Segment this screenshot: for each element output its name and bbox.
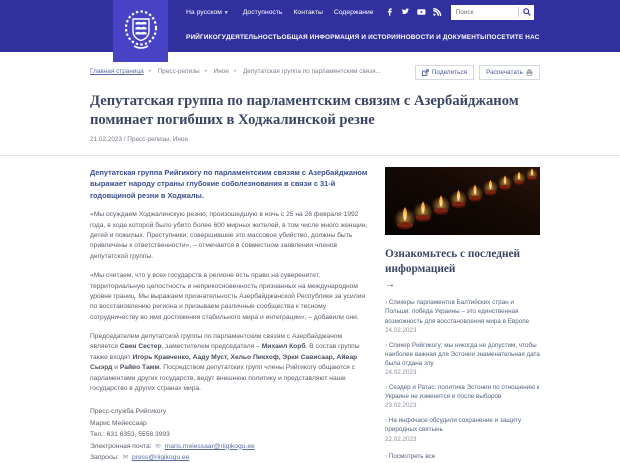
riigikogu-logo[interactable] <box>113 0 168 62</box>
news-item <box>385 341 540 376</box>
news-date: 24.02.2023 <box>385 326 417 334</box>
top-link[interactable]: Содержание <box>333 8 374 16</box>
main-navigation <box>186 24 540 50</box>
nav-item[interactable]: ПОСЕТИТЕ НАС <box>486 33 540 41</box>
news-date: 23.02.2023 <box>385 402 417 410</box>
requests-label: Запросы: <box>90 453 119 461</box>
search-input[interactable] <box>456 9 518 16</box>
sidebar <box>385 167 540 463</box>
youtube-icon[interactable] <box>417 8 426 16</box>
news-link[interactable]: › Спикер Рийгикогу: мы никогда не допустим, чтобы наиболее важная для Эстонии знаменательная дата была отдана злу <box>385 341 540 368</box>
page-title: Депутатская группа по парламентским связям с Азербайджаном поминает погибших в Ходжалинской резне <box>90 93 519 128</box>
news-link[interactable]: › Спикеры парламентов Балтийских стран и Польши: победа Украины – это единственная возможность для восстановления мира в Европе <box>385 298 540 325</box>
divider <box>0 155 620 156</box>
envelope-icon: ✉ <box>155 442 161 450</box>
article-meta: 21.02.2023 / Пресс-релизы, Иное <box>90 135 189 143</box>
nav-item[interactable]: НОВОСТИ И ДОКУМЕНТЫ <box>400 33 487 41</box>
breadcrumb-item[interactable]: Главная страница <box>90 68 144 75</box>
news-item <box>385 298 540 333</box>
contact-line: Пресс-служба Рийгикогу <box>90 408 167 416</box>
facebook-icon[interactable] <box>386 8 394 16</box>
article-paragraph: Председателем депутатской группы по парламентским связям с Азербайджаном является Свен Сестер, заместителем председателя – Михаил Корб. В состав группы также входят Игорь Кравченко, Ааду Муст, Хельо Пикхоф, Эрки Сависаар, Айвар Сыэрд и Райво Тамм. Посредством депутатских групп члены Рийгикогу общаются с парламентами других государств, ведут внешнюю политику и представляют наше государство в других странах мира. <box>90 333 360 392</box>
article-paragraph: «Мы считаем, что у всех государств в регионе есть право на суверенитет, территориальную целостность и неприкосновенность признанных на международном уровне границ. Мы выражаем признательность Азербайджанской Республике за усилия по восстановлению региона и призываем различные сообщества к тесному сотрудничеству во имя достижения стабильного мира и интеграции», – добавили они. <box>90 272 365 321</box>
article-body <box>90 167 368 463</box>
contact-line: Марис Мейессаар <box>90 419 147 427</box>
candles-image <box>385 167 540 235</box>
news-link[interactable]: › На инфочасе обсудили сохранение и защиту природных святынь <box>385 416 540 434</box>
view-all-link[interactable]: › Посмотреть все <box>385 453 540 460</box>
news-item <box>385 383 540 409</box>
article-paragraph: «Мы осуждаем Ходжалинскую резню, произошедшую в ночь с 25 на 26 февраля 1992 года, в ходе которой было убито более 600 мирных жителей, в том числе много женщин, детей и пожилых. Преступники, совершившие это массовое убийство, должны быть привлечены к ответственности», – отмечается в совместном заявлении членов депутатской группы. <box>90 211 368 260</box>
envelope-icon: ✉ <box>122 453 129 461</box>
press-contact <box>90 406 368 463</box>
arrow-right-icon[interactable]: → <box>385 279 395 291</box>
top-link[interactable]: Доступность <box>242 8 283 16</box>
header-top-row <box>186 0 508 24</box>
search-icon <box>523 8 531 16</box>
nav-item[interactable]: ДЕЯТЕЛЬНОСТЬ <box>225 33 282 41</box>
rss-icon[interactable] <box>433 8 441 16</box>
breadcrumb-item[interactable]: Иное <box>213 68 229 75</box>
nav-item[interactable]: РИЙГИКОГУ <box>186 33 226 41</box>
latest-info-heading[interactable]: Ознакомьтесь с последней информацией <box>385 247 520 275</box>
share-icon <box>422 69 429 76</box>
search-box <box>451 5 534 20</box>
email-link[interactable]: maris.meiessaar@riigikogu.ee <box>164 442 255 450</box>
chevron-down-icon: ▼ <box>223 9 229 16</box>
news-date: 22.02.2023 <box>385 435 417 443</box>
requests-email-link[interactable]: press@riigikogu.ee <box>132 453 190 461</box>
contact-line: Тел.: 631 6353, 5558 3993 <box>90 431 170 439</box>
breadcrumb-item[interactable]: Пресс-релизы <box>157 68 200 75</box>
breadcrumb-item[interactable]: Депутатская группа по парламентским связя... <box>242 68 381 75</box>
news-date: 24.02.2023 <box>385 369 417 377</box>
news-link[interactable]: › Сеэдер и Ратас: политика Эстонии по отношению к Украине не изменится и после выборов <box>385 383 540 401</box>
search-button[interactable] <box>518 7 531 17</box>
coat-of-arms-icon <box>122 8 160 54</box>
site-header <box>0 0 620 52</box>
news-item <box>385 416 540 442</box>
breadcrumb <box>90 65 381 75</box>
share-button[interactable]: Поделиться <box>415 65 474 80</box>
email-label: Электронная почта: <box>90 442 152 450</box>
top-link[interactable]: Контакты <box>293 8 323 16</box>
print-icon <box>526 69 533 76</box>
nav-item[interactable]: ОБЩАЯ ИНФОРМАЦИЯ И ИСТОРИЯ <box>281 33 401 41</box>
language-selector[interactable]: На русском ▼ <box>186 8 229 16</box>
article-lead: Депутатская группа Рийгикогу по парламентским связям с Азербайджаном выражает народу страны глубокие соболезнования в связи с 31-й годовщиной резни в Ходжалы. <box>90 167 368 200</box>
twitter-icon[interactable] <box>401 8 410 16</box>
news-list <box>385 298 540 442</box>
print-button[interactable]: Распечатать <box>479 65 540 80</box>
